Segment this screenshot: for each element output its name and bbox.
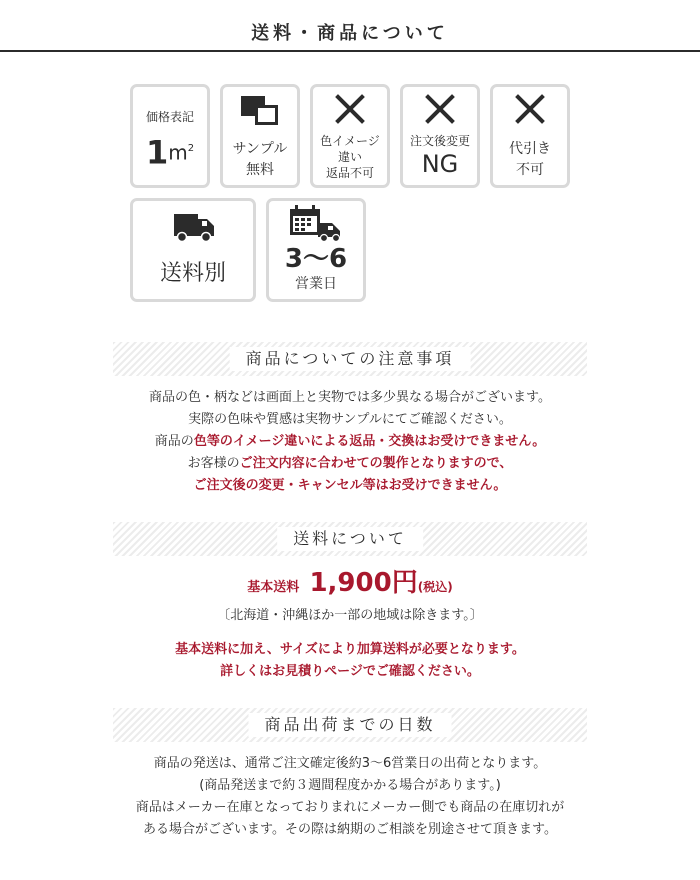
price-unit-value [133,131,207,170]
page-title: 送料・商品について [251,23,449,44]
notice-line-4 [0,455,700,473]
base-shipping-label: 基本送料 [247,580,300,595]
notice-line-3 [0,433,700,451]
price-unit-badge [130,84,210,188]
delivery-days-badge [266,198,366,302]
price-unit-sup: 2 [187,143,195,154]
cod-line1: 代引き [509,141,551,157]
sample-badge-line1: サンプル [232,141,288,157]
base-shipping-tax: (税込) [417,580,453,594]
price-unit-number: 1 [145,133,169,172]
cod-badge [490,84,570,188]
notice-heading-band [113,342,587,376]
leadtime-heading: 商品出荷までの日数 [248,713,451,737]
notice-line-5: ご注文後の変更・キャンセル等はお受けできません。 [193,478,507,493]
shipping-price-row [0,566,700,605]
leadtime-line-2: (商品発送まで約３週間程度かかる場合があります。) [199,778,501,793]
shipping-note-1: 基本送料に加え、サイズにより加算送料が必要となります。 [175,642,525,657]
image-return-badge [310,84,390,188]
shipping-fee-badge [130,198,256,302]
notice-heading: 商品についての注意事項 [230,347,471,371]
leadtime-line-1: 商品の発送は、通常ご注文確定後約3〜6営業日の出荷となります。 [153,756,547,771]
order-change-ng: NG [421,150,459,178]
price-unit-label: 価格表記 [145,110,194,124]
delivery-days-value: 3〜6 [284,244,348,274]
delivery-days-label: 営業日 [295,276,337,292]
leadtime-line-4: ある場合がございます。その際は納期のご相談を別途させて頂きます。 [143,822,557,837]
cross-icon [335,94,365,124]
notice-line-3-emphasis: 色等のイメージ違いによる返品・交換はお受けできません。 [193,434,546,449]
sample-badge-line2: 無料 [246,162,274,178]
notice-line-3-prefix: 商品の [154,434,194,449]
leadtime-line-3: 商品はメーカー在庫となっておりまれにメーカー側でも商品の在庫切れが [135,800,565,815]
image-return-line3: 返品不可 [325,166,374,180]
cod-line2: 不可 [516,162,544,178]
shipping-exception: 〔北海道・沖縄ほか一部の地域は除きます。〕 [217,608,483,623]
cross-icon [425,94,455,124]
notice-line-2: 実際の色味や質感は実物サンプルにてご確認ください。 [188,412,512,427]
shipping-fee-label: 送料別 [159,261,226,286]
truck-icon [173,210,217,244]
leadtime-heading-band [113,708,587,742]
sample-squares-icon [241,96,279,126]
order-change-line1: 注文後変更 [409,134,470,148]
notice-line-4-emphasis: ご注文内容に合わせての製作となりますので、 [239,456,513,471]
shipping-heading: 送料について [277,527,423,551]
price-unit-m: m [168,140,188,165]
shipping-note-2: 詳しくはお見積りページでご確認ください。 [220,664,480,679]
shipping-heading-band [113,522,587,556]
base-shipping-amount: 1,900円 [309,568,418,598]
notice-line-1: 商品の色・柄などは画面上と実物では多少異なる場合がございます。 [149,390,551,405]
cross-icon [515,94,545,124]
calendar-truck-icon [288,205,344,243]
image-return-line2: 違い [337,150,362,164]
image-return-line1: 色イメージ [320,134,380,148]
notice-line-4-prefix: お客様の [187,456,240,471]
page-header [0,0,700,52]
order-change-badge [400,84,480,188]
sample-badge [220,84,300,188]
